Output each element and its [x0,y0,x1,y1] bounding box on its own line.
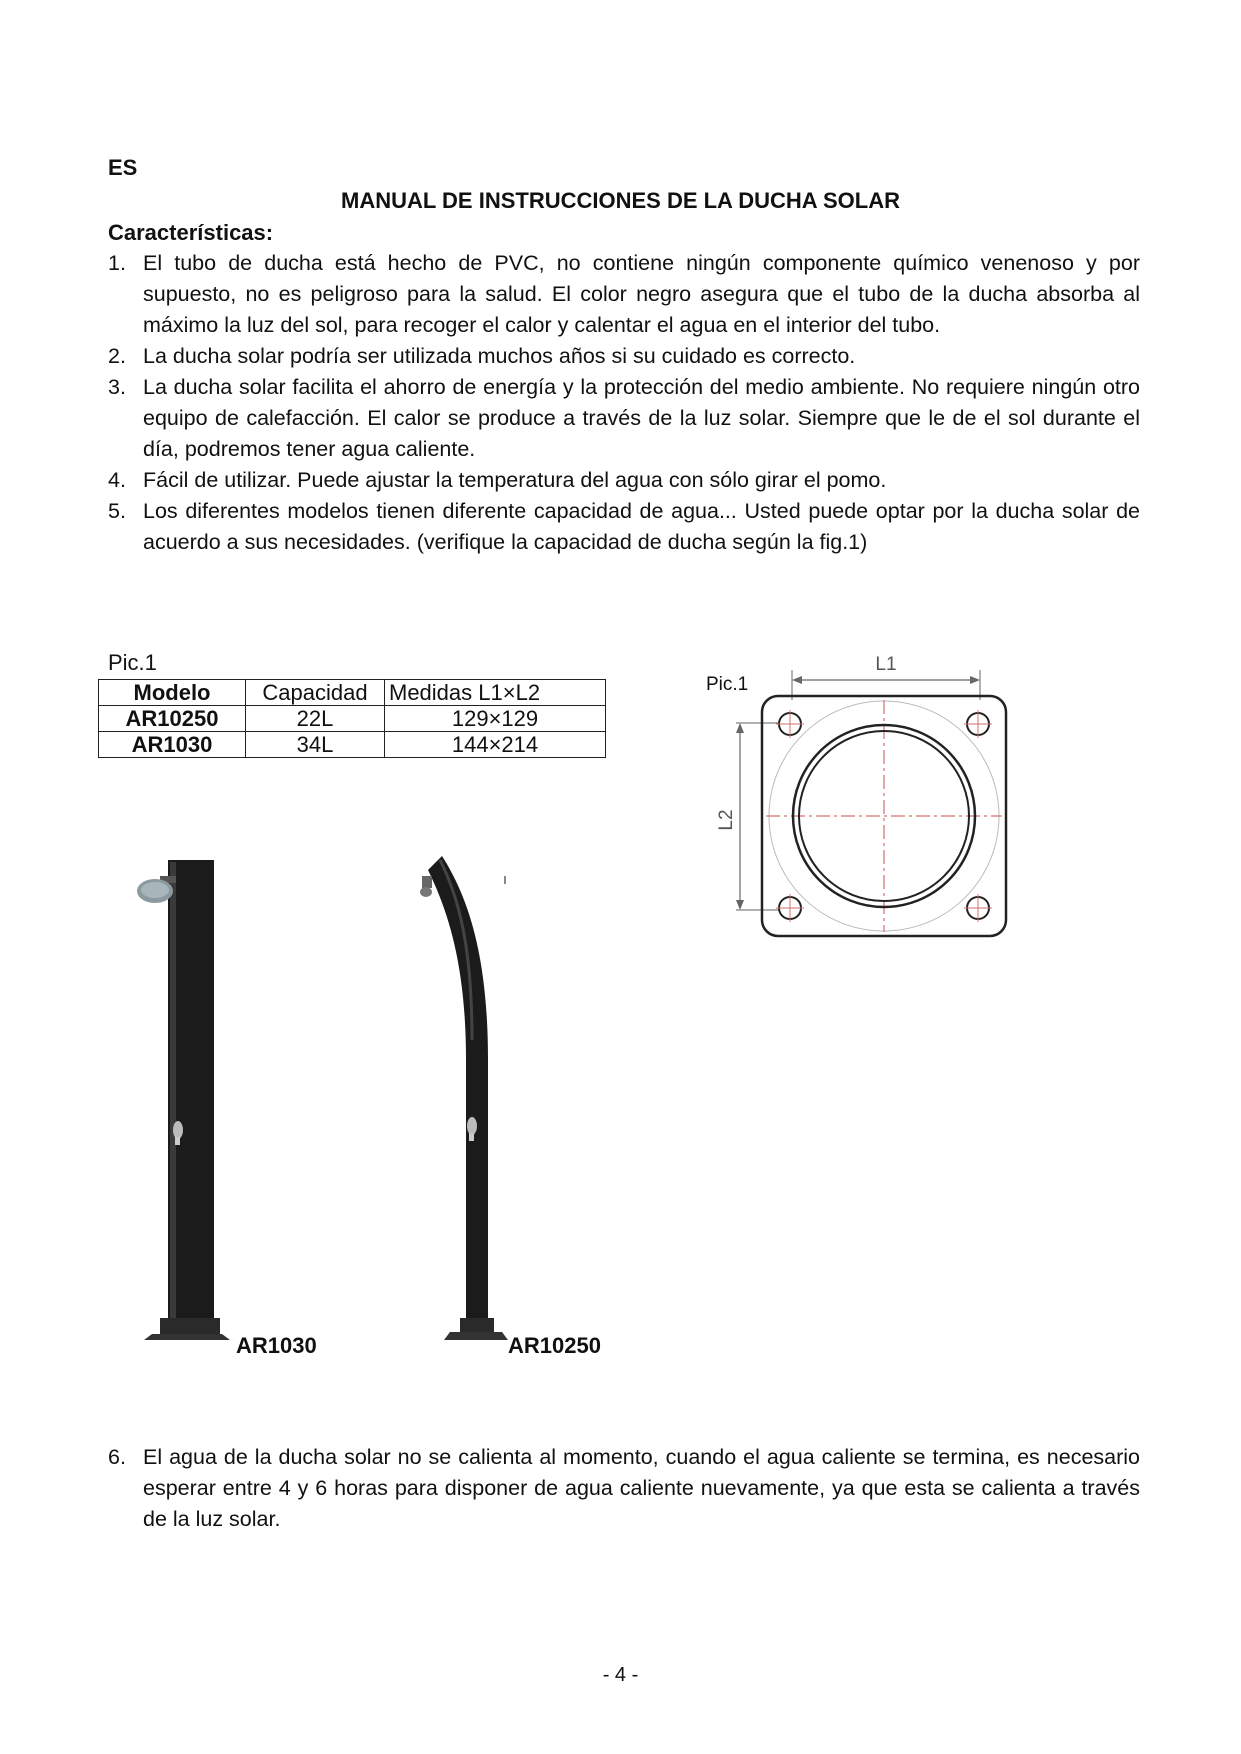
cell-capacity: 34L [246,732,385,758]
caption-ar1030: AR1030 [236,1333,317,1358]
item-6 [108,1442,1140,1535]
list-item: 4. Fácil de utilizar. Puede ajustar la temperatura del agua con sólo girar el pomo. [108,468,887,492]
pic-label-right: Pic.1 [706,674,749,695]
dimension-l2-label: L2 [716,809,737,831]
header-modelo: Modelo [99,680,246,706]
shower-ar1030-image [130,840,280,1360]
list-item: 3. La ducha solar facilita el ahorro de energía y la protección del medio ambiente. No requiere ningún otro equipo de calefacción. El calor se produce a través de la luz solar. Siempre que le de el sol durante el día, podremos tener agua caliente. [108,375,1140,461]
language-code: ES [108,155,138,180]
list-item: 6. El agua de la ducha solar no se calienta al momento, cuando el agua caliente se termina, es necesario esperar entre 4 y 6 horas para disponer de agua caliente nuevamente, ya que esta se calienta a través de la luz solar. [108,1445,1140,1531]
header-medidas: Medidas L1×L2 [385,680,606,706]
cell-dimensions: 129×129 [451,706,539,731]
table-row [99,706,606,732]
table-row [99,732,606,758]
cell-capacity: 22L [246,706,385,732]
base-plate-diagram [700,640,1030,960]
dimension-l1-label: L1 [875,654,897,675]
capacity-table [98,679,606,758]
cell-model: AR1030 [99,732,246,758]
document-title: MANUAL DE INSTRUCCIONES DE LA DUCHA SOLAR [341,188,900,213]
list-item: 5. Los diferentes modelos tienen diferente capacidad de agua... Usted puede optar por la ducha solar de acuerdo a sus necesidades. (verifique la capacidad de ducha según la fig.1) [108,499,1140,554]
pic-label: Pic.1 [108,650,157,675]
caption-ar10250: AR10250 [508,1333,601,1358]
page-number: - 4 - [602,1664,639,1686]
cell-dimensions: 144×214 [451,732,539,757]
header-capacidad: Capacidad [246,680,385,706]
features-list [108,248,1140,558]
cell-model: AR10250 [99,706,246,732]
list-item: 1. El tubo de ducha está hecho de PVC, no contiene ningún componente químico venenoso y por supuesto, no es peligroso para la salud. El color negro asegura que el tubo de la ducha absorba al máximo la luz del sol, para recoger el calor y calentar el agua en el interior del tubo. [108,251,1140,337]
features-heading: Características: [108,220,274,245]
list-item: 2. La ducha solar podría ser utilizada muchos años si su cuidado es correcto. [108,344,856,368]
table-header-row [99,680,606,706]
shower-ar10250-image [410,840,530,1360]
